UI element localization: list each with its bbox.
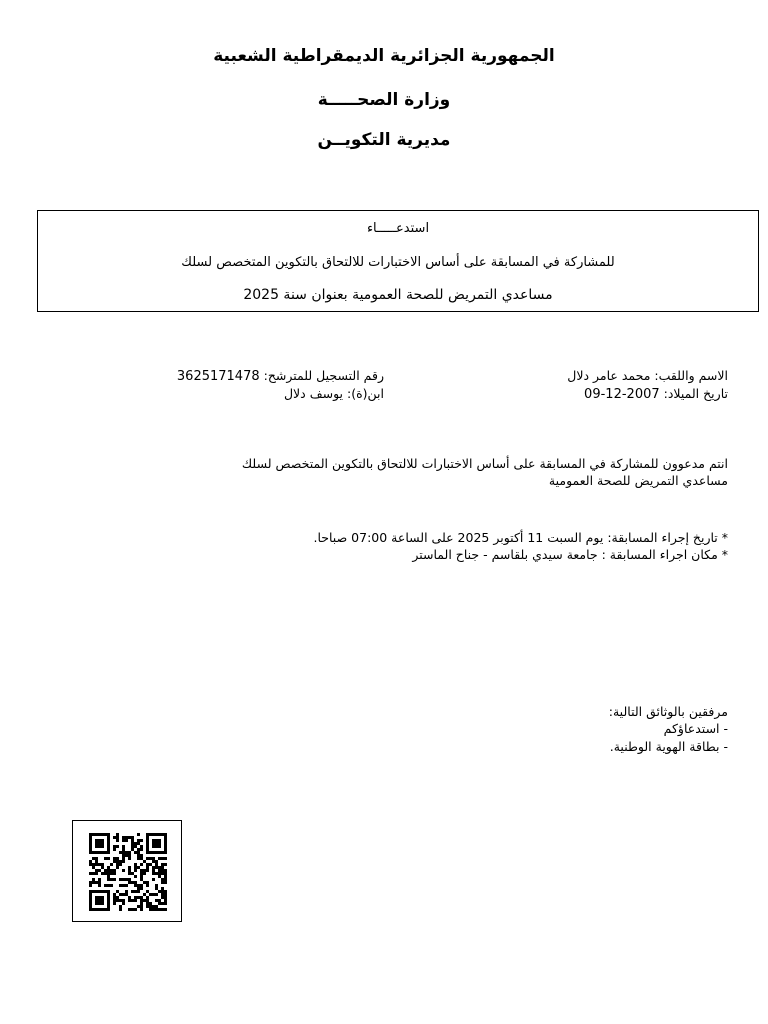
convocation-box bbox=[37, 210, 759, 312]
attachment-item: - استدعاؤكم bbox=[663, 721, 728, 736]
exam-date: * تاريخ إجراء المسابقة: يوم السبت 11 أكتوبر 2025 على الساعة 07:00 صباحا. bbox=[313, 530, 728, 545]
attachment-item: - بطاقة الهوية الوطنية. bbox=[609, 739, 728, 754]
header-republic: الجمهورية الجزائرية الديمقراطية الشعبية bbox=[213, 46, 555, 66]
candidate-registration bbox=[177, 368, 384, 384]
registration-number: 3625171478 bbox=[176, 369, 260, 384]
exam-place: * مكان اجراء المسابقة : جامعة سيدي بلقاسم - جناح الماستر bbox=[412, 547, 728, 562]
qr-code-icon bbox=[89, 833, 167, 911]
candidate-birth bbox=[584, 386, 728, 402]
convocation-line1: للمشاركة في المسابقة على أساس الاختبارات للالتحاق بالتكوين المتخصص لسلك bbox=[181, 255, 615, 270]
birth-date-value: 2007-12-09 bbox=[584, 387, 660, 402]
invitation-line1: انتم مدعوون للمشاركة في المسابقة على أساس الاختبارات للالتحاق بالتكوين المتخصص لسلك bbox=[241, 456, 728, 471]
convocation-line2: مساعدي التمريض للصحة العمومية بعنوان سنة 2025 bbox=[243, 287, 553, 303]
birth-date-label: تاريخ الميلاد: bbox=[663, 386, 728, 401]
qr-code-frame bbox=[72, 820, 182, 922]
registration-label: رقم التسجيل للمترشح: bbox=[263, 368, 384, 383]
invitation-line2: مساعدي التمريض للصحة العمومية bbox=[548, 473, 728, 488]
header-directorate: مديرية التكويــن bbox=[317, 130, 451, 150]
attachments-title: مرفقين بالوثائق التالية: bbox=[608, 704, 728, 719]
convocation-title: استدعـــــاء bbox=[366, 221, 430, 236]
header-ministry: وزارة الصحـــــة bbox=[317, 90, 451, 110]
candidate-name: الاسم واللقب: محمد عامر دلال bbox=[567, 368, 728, 383]
candidate-parent: ابن(ة): يوسف دلال bbox=[283, 386, 384, 401]
